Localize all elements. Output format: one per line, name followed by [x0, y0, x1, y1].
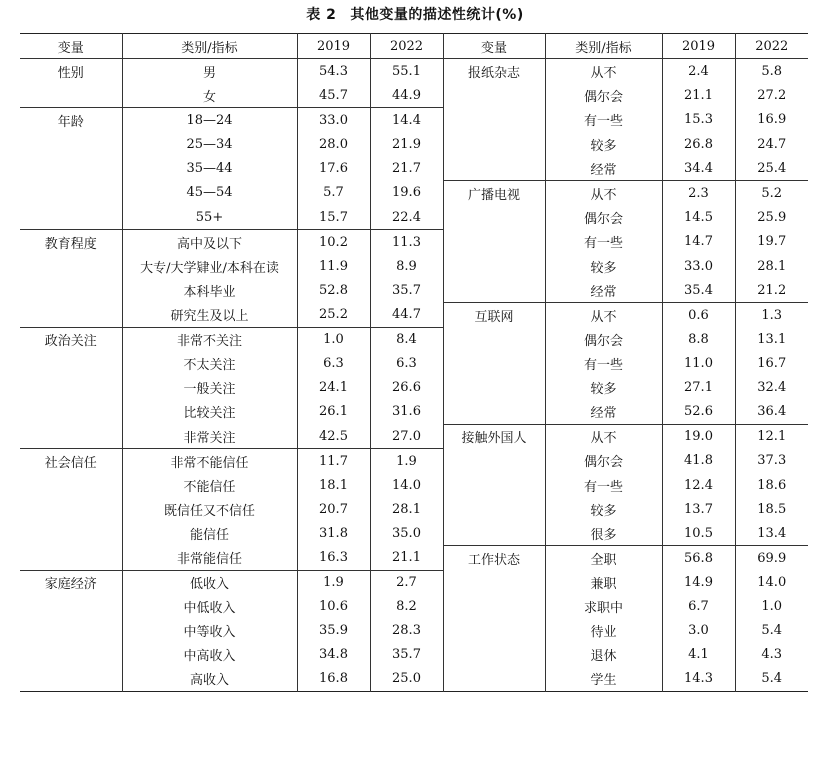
- cell-category-right: 较多: [545, 376, 662, 400]
- table-row: [20, 570, 808, 595]
- cell-value-2019-left: 28.0: [297, 132, 370, 156]
- table-row: [20, 108, 808, 133]
- table-row: [20, 352, 808, 376]
- cell-category-left: 25—34: [122, 132, 297, 156]
- cell-variable-right: [443, 132, 545, 156]
- table-row: [20, 156, 808, 181]
- cell-value-2022-right: 5.4: [735, 619, 808, 643]
- cell-category-left: 高收入: [122, 667, 297, 692]
- cell-value-2019-right: 56.8: [662, 546, 735, 571]
- cell-value-2022-right: 16.9: [735, 108, 808, 133]
- cell-category-right: 待业: [545, 619, 662, 643]
- cell-value-2022-left: 8.2: [370, 595, 443, 619]
- cell-variable-left: 政治关注: [20, 327, 122, 352]
- cell-value-2019-left: 52.8: [297, 278, 370, 303]
- cell-variable-right: [443, 400, 545, 425]
- cell-category-right: 从不: [545, 59, 662, 84]
- cell-value-2019-left: 34.8: [297, 643, 370, 667]
- cell-variable-right: [443, 521, 545, 546]
- cell-category-right: 退休: [545, 643, 662, 667]
- cell-value-2019-left: 25.2: [297, 303, 370, 328]
- cell-variable-right: [443, 205, 545, 230]
- cell-variable-left: [20, 156, 122, 181]
- cell-value-2022-left: 28.1: [370, 497, 443, 521]
- cell-value-2022-right: 19.7: [735, 230, 808, 255]
- cell-category-right: 偶尔会: [545, 205, 662, 230]
- cell-value-2022-right: 14.0: [735, 570, 808, 595]
- cell-variable-left: 年龄: [20, 108, 122, 133]
- cell-variable-left: [20, 181, 122, 206]
- cell-value-2022-right: 18.6: [735, 473, 808, 497]
- table-row: [20, 497, 808, 521]
- cell-variable-left: 家庭经济: [20, 570, 122, 595]
- cell-variable-left: [20, 303, 122, 328]
- cell-variable-left: [20, 546, 122, 571]
- cell-value-2019-right: 34.4: [662, 156, 735, 181]
- cell-value-2019-right: 14.3: [662, 667, 735, 692]
- cell-value-2019-left: 35.9: [297, 619, 370, 643]
- table-row: [20, 595, 808, 619]
- cell-value-2022-left: 21.1: [370, 546, 443, 571]
- cell-value-2019-left: 42.5: [297, 424, 370, 449]
- cell-value-2022-left: 14.0: [370, 473, 443, 497]
- cell-variable-right: [443, 667, 545, 692]
- cell-variable-left: [20, 643, 122, 667]
- table-row: [20, 132, 808, 156]
- cell-value-2019-right: 27.1: [662, 376, 735, 400]
- header-variable-right: 变量: [443, 34, 545, 59]
- table-row: [20, 424, 808, 449]
- cell-category-right: 经常: [545, 278, 662, 303]
- cell-category-left: 35—44: [122, 156, 297, 181]
- header-category-right: 类别/指标: [545, 34, 662, 59]
- cell-category-left: 比较关注: [122, 400, 297, 425]
- table-row: [20, 59, 808, 84]
- cell-variable-right: [443, 449, 545, 474]
- cell-value-2022-right: 13.4: [735, 521, 808, 546]
- cell-category-left: 女: [122, 83, 297, 108]
- cell-value-2022-right: 27.2: [735, 83, 808, 108]
- cell-value-2022-right: 18.5: [735, 497, 808, 521]
- table-row: [20, 473, 808, 497]
- cell-category-right: 经常: [545, 400, 662, 425]
- cell-variable-right: [443, 108, 545, 133]
- cell-value-2019-left: 10.6: [297, 595, 370, 619]
- cell-value-2019-left: 15.7: [297, 205, 370, 230]
- cell-variable-right: 广播电视: [443, 181, 545, 206]
- cell-variable-left: 性别: [20, 59, 122, 84]
- cell-category-right: 从不: [545, 303, 662, 328]
- cell-value-2019-left: 45.7: [297, 83, 370, 108]
- table-row: [20, 278, 808, 303]
- cell-category-left: 非常关注: [122, 424, 297, 449]
- cell-value-2022-right: 28.1: [735, 254, 808, 278]
- cell-category-left: 非常能信任: [122, 546, 297, 571]
- cell-value-2022-right: 5.2: [735, 181, 808, 206]
- cell-category-right: 较多: [545, 497, 662, 521]
- cell-variable-right: [443, 595, 545, 619]
- statistics-table: [20, 33, 808, 692]
- cell-category-left: 18—24: [122, 108, 297, 133]
- table-body: [20, 59, 808, 692]
- cell-variable-left: [20, 352, 122, 376]
- cell-variable-right: 互联网: [443, 303, 545, 328]
- cell-value-2022-left: 19.6: [370, 181, 443, 206]
- cell-value-2019-right: 12.4: [662, 473, 735, 497]
- cell-value-2019-right: 2.3: [662, 181, 735, 206]
- cell-value-2019-left: 16.8: [297, 667, 370, 692]
- cell-value-2019-right: 10.5: [662, 521, 735, 546]
- cell-value-2019-left: 1.9: [297, 570, 370, 595]
- cell-variable-right: [443, 278, 545, 303]
- table-row: [20, 619, 808, 643]
- cell-value-2022-right: 13.1: [735, 327, 808, 352]
- cell-value-2019-right: 3.0: [662, 619, 735, 643]
- table-row: [20, 449, 808, 474]
- cell-category-right: 偶尔会: [545, 83, 662, 108]
- cell-value-2022-left: 21.9: [370, 132, 443, 156]
- cell-value-2022-left: 27.0: [370, 424, 443, 449]
- cell-category-left: 既信任又不信任: [122, 497, 297, 521]
- cell-category-right: 有一些: [545, 473, 662, 497]
- cell-category-left: 大专/大学肄业/本科在读: [122, 254, 297, 278]
- cell-variable-left: [20, 619, 122, 643]
- table-row: [20, 254, 808, 278]
- cell-value-2022-left: 8.4: [370, 327, 443, 352]
- cell-value-2019-left: 10.2: [297, 230, 370, 255]
- cell-value-2019-left: 11.9: [297, 254, 370, 278]
- cell-category-left: 55+: [122, 205, 297, 230]
- cell-category-right: 偶尔会: [545, 327, 662, 352]
- cell-value-2019-right: 21.1: [662, 83, 735, 108]
- cell-value-2019-left: 24.1: [297, 376, 370, 400]
- cell-value-2022-right: 12.1: [735, 424, 808, 449]
- cell-variable-left: 社会信任: [20, 449, 122, 474]
- header-variable-left: 变量: [20, 34, 122, 59]
- cell-value-2019-left: 6.3: [297, 352, 370, 376]
- cell-value-2019-right: 2.4: [662, 59, 735, 84]
- cell-category-right: 全职: [545, 546, 662, 571]
- cell-value-2019-left: 26.1: [297, 400, 370, 425]
- cell-value-2019-right: 15.3: [662, 108, 735, 133]
- table-row: [20, 521, 808, 546]
- cell-category-right: 兼职: [545, 570, 662, 595]
- cell-value-2019-right: 52.6: [662, 400, 735, 425]
- cell-category-left: 高中及以下: [122, 230, 297, 255]
- cell-category-left: 不太关注: [122, 352, 297, 376]
- cell-value-2019-right: 8.8: [662, 327, 735, 352]
- table-row: [20, 327, 808, 352]
- cell-variable-left: [20, 83, 122, 108]
- cell-value-2022-right: 4.3: [735, 643, 808, 667]
- cell-value-2022-right: 5.4: [735, 667, 808, 692]
- header-2022-right: 2022: [735, 34, 808, 59]
- header-2019-right: 2019: [662, 34, 735, 59]
- table-row: [20, 643, 808, 667]
- cell-value-2022-left: 26.6: [370, 376, 443, 400]
- header-2022-left: 2022: [370, 34, 443, 59]
- cell-variable-right: [443, 230, 545, 255]
- cell-value-2019-right: 26.8: [662, 132, 735, 156]
- cell-variable-right: [443, 327, 545, 352]
- cell-value-2022-right: 21.2: [735, 278, 808, 303]
- cell-value-2019-left: 20.7: [297, 497, 370, 521]
- cell-value-2019-left: 54.3: [297, 59, 370, 84]
- cell-variable-left: [20, 424, 122, 449]
- table-row: [20, 83, 808, 108]
- table-row: [20, 376, 808, 400]
- cell-category-left: 非常不关注: [122, 327, 297, 352]
- cell-value-2022-left: 1.9: [370, 449, 443, 474]
- cell-value-2022-right: 5.8: [735, 59, 808, 84]
- cell-value-2019-right: 6.7: [662, 595, 735, 619]
- cell-category-right: 有一些: [545, 352, 662, 376]
- cell-value-2019-left: 33.0: [297, 108, 370, 133]
- cell-value-2022-right: 32.4: [735, 376, 808, 400]
- cell-value-2019-right: 35.4: [662, 278, 735, 303]
- cell-variable-right: [443, 83, 545, 108]
- cell-value-2019-right: 33.0: [662, 254, 735, 278]
- table-row: [20, 546, 808, 571]
- cell-category-left: 低收入: [122, 570, 297, 595]
- cell-category-right: 较多: [545, 254, 662, 278]
- cell-variable-right: [443, 352, 545, 376]
- cell-variable-right: [443, 497, 545, 521]
- cell-value-2019-right: 4.1: [662, 643, 735, 667]
- cell-variable-right: [443, 473, 545, 497]
- cell-category-left: 45—54: [122, 181, 297, 206]
- cell-category-right: 很多: [545, 521, 662, 546]
- cell-value-2022-left: 25.0: [370, 667, 443, 692]
- cell-value-2019-left: 5.7: [297, 181, 370, 206]
- table-title: 其他变量的描述性统计(%): [350, 7, 524, 23]
- cell-category-right: 学生: [545, 667, 662, 692]
- cell-value-2022-left: 21.7: [370, 156, 443, 181]
- cell-value-2022-left: 35.7: [370, 643, 443, 667]
- cell-category-left: 能信任: [122, 521, 297, 546]
- cell-variable-right: [443, 643, 545, 667]
- cell-value-2019-left: 31.8: [297, 521, 370, 546]
- cell-value-2019-right: 13.7: [662, 497, 735, 521]
- cell-variable-right: [443, 619, 545, 643]
- cell-variable-left: [20, 132, 122, 156]
- cell-value-2022-left: 55.1: [370, 59, 443, 84]
- cell-value-2022-right: 36.4: [735, 400, 808, 425]
- table-row: [20, 303, 808, 328]
- cell-variable-left: [20, 497, 122, 521]
- table-caption: [0, 4, 830, 26]
- cell-variable-right: [443, 570, 545, 595]
- cell-value-2022-right: 69.9: [735, 546, 808, 571]
- cell-variable-left: [20, 521, 122, 546]
- table-row: [20, 181, 808, 206]
- cell-variable-right: [443, 156, 545, 181]
- cell-value-2022-left: 35.7: [370, 278, 443, 303]
- cell-value-2022-right: 25.9: [735, 205, 808, 230]
- cell-variable-left: [20, 400, 122, 425]
- cell-category-left: 非常不能信任: [122, 449, 297, 474]
- cell-value-2022-right: 24.7: [735, 132, 808, 156]
- cell-value-2019-right: 0.6: [662, 303, 735, 328]
- cell-variable-left: 教育程度: [20, 230, 122, 255]
- table-row: [20, 230, 808, 255]
- cell-value-2022-left: 31.6: [370, 400, 443, 425]
- cell-category-right: 求职中: [545, 595, 662, 619]
- cell-value-2019-right: 11.0: [662, 352, 735, 376]
- cell-variable-left: [20, 254, 122, 278]
- cell-variable-left: [20, 667, 122, 692]
- cell-variable-left: [20, 278, 122, 303]
- cell-variable-right: [443, 254, 545, 278]
- cell-value-2022-right: 25.4: [735, 156, 808, 181]
- cell-value-2019-right: 41.8: [662, 449, 735, 474]
- cell-category-right: 从不: [545, 181, 662, 206]
- cell-category-left: 男: [122, 59, 297, 84]
- cell-value-2022-right: 1.0: [735, 595, 808, 619]
- cell-value-2019-left: 17.6: [297, 156, 370, 181]
- cell-variable-left: [20, 595, 122, 619]
- cell-value-2022-left: 11.3: [370, 230, 443, 255]
- table-row: [20, 667, 808, 692]
- cell-value-2022-right: 37.3: [735, 449, 808, 474]
- table-row: [20, 400, 808, 425]
- table-number: 表 2: [306, 7, 337, 23]
- cell-category-left: 本科毕业: [122, 278, 297, 303]
- cell-variable-left: [20, 376, 122, 400]
- cell-value-2019-right: 14.9: [662, 570, 735, 595]
- cell-value-2019-right: 14.5: [662, 205, 735, 230]
- cell-category-right: 经常: [545, 156, 662, 181]
- cell-category-right: 较多: [545, 132, 662, 156]
- cell-category-right: 从不: [545, 424, 662, 449]
- cell-value-2022-left: 8.9: [370, 254, 443, 278]
- header-2019-left: 2019: [297, 34, 370, 59]
- cell-value-2022-left: 6.3: [370, 352, 443, 376]
- cell-value-2022-left: 35.0: [370, 521, 443, 546]
- cell-category-left: 不能信任: [122, 473, 297, 497]
- header-row: [20, 34, 808, 59]
- cell-value-2022-left: 28.3: [370, 619, 443, 643]
- cell-variable-right: 报纸杂志: [443, 59, 545, 84]
- cell-category-left: 研究生及以上: [122, 303, 297, 328]
- cell-value-2019-left: 18.1: [297, 473, 370, 497]
- cell-value-2022-left: 2.7: [370, 570, 443, 595]
- cell-value-2019-right: 19.0: [662, 424, 735, 449]
- cell-category-right: 有一些: [545, 230, 662, 255]
- cell-value-2022-right: 1.3: [735, 303, 808, 328]
- cell-category-right: 有一些: [545, 108, 662, 133]
- cell-category-left: 中等收入: [122, 619, 297, 643]
- cell-value-2022-left: 44.9: [370, 83, 443, 108]
- cell-variable-right: 接触外国人: [443, 424, 545, 449]
- cell-value-2019-left: 1.0: [297, 327, 370, 352]
- header-category-left: 类别/指标: [122, 34, 297, 59]
- cell-value-2019-left: 11.7: [297, 449, 370, 474]
- cell-value-2022-left: 44.7: [370, 303, 443, 328]
- cell-value-2019-right: 14.7: [662, 230, 735, 255]
- cell-value-2022-right: 16.7: [735, 352, 808, 376]
- table-row: [20, 205, 808, 230]
- cell-value-2022-left: 22.4: [370, 205, 443, 230]
- cell-variable-left: [20, 473, 122, 497]
- cell-value-2022-left: 14.4: [370, 108, 443, 133]
- cell-variable-right: [443, 376, 545, 400]
- cell-variable-left: [20, 205, 122, 230]
- cell-value-2019-left: 16.3: [297, 546, 370, 571]
- cell-category-right: 偶尔会: [545, 449, 662, 474]
- cell-variable-right: 工作状态: [443, 546, 545, 571]
- cell-category-left: 一般关注: [122, 376, 297, 400]
- cell-category-left: 中低收入: [122, 595, 297, 619]
- cell-category-left: 中高收入: [122, 643, 297, 667]
